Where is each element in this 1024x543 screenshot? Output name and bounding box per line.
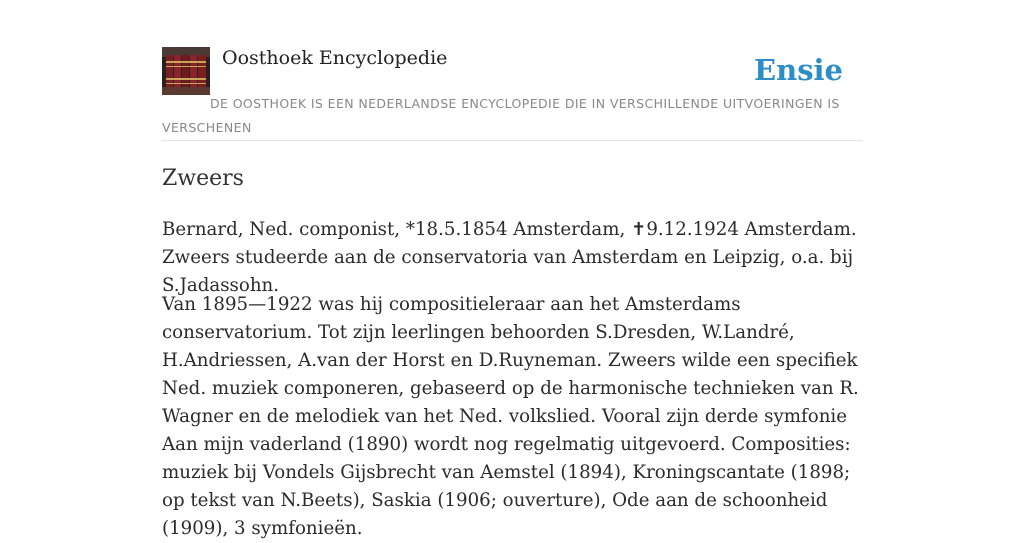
article-paragraph: Bernard, Ned. componist, *18.5.1854 Amsterdam, ✝9.12.1924 Amsterdam. Zweers studeerde aan de conservatoria van Amsterdam en Leipzig, o.a. bij S.Jadassohn.: [162, 219, 857, 296]
encyclopedia-books-icon: [162, 47, 210, 95]
ensie-brand-logo[interactable]: Ensie: [754, 53, 843, 87]
article-paragraph: Van 1895—1922 was hij compositieleraar aan het Amsterdams conservatorium. Tot zijn leerlingen behoorden S.Dresden, W.Landré, H.Andriessen, A.van der Horst en D.Ruyneman. Zweers wilde een specifiek Ned. muziek componeren, gebaseerd op de harmonische technieken van R. Wagner en de melodiek van het Ned. volkslied. Vooral zijn derde symfonie Aan mijn vaderland (1890) wordt nog regelmatig uitgevoerd. Composities: muziek bij Vondels Gijsbrecht van Aemstel (1894), Kroningscantate (1898; op tekst van N.Beets), Saskia (1906; ouverture), Ode aan de schoonheid (1909), 3 symfonieën.: [162, 294, 859, 539]
site-tagline: DE OOSTHOEK IS EEN NEDERLANDSE ENCYCLOPEDIE DIE IN VERSCHILLENDE UITVOERINGEN IS VERSCHENEN: [162, 96, 840, 135]
site-header: [162, 46, 862, 141]
article-title: Zweers: [162, 166, 244, 191]
site-title[interactable]: Oosthoek Encyclopedie: [222, 47, 448, 69]
encyclopedia-logo[interactable]: [162, 47, 210, 95]
